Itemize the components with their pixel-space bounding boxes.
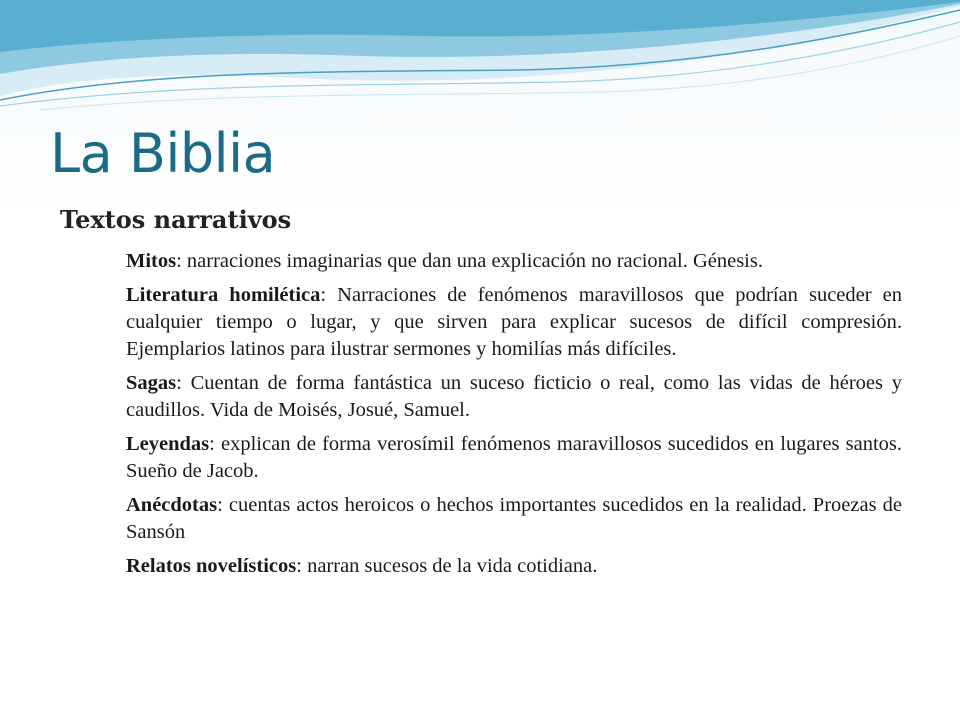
slide-subtitle: Textos narrativos: [60, 205, 292, 234]
item-description: : Cuentan de forma fantástica un suceso ficticio o real, como las vidas de héroes y caudillos. Vida de Moisés, Josué, Samuel.: [126, 372, 902, 421]
item-description: : narran sucesos de la vida cotidiana.: [296, 555, 598, 577]
narrative-types-list: [126, 248, 902, 587]
list-item-mitos: [126, 248, 902, 275]
slide-title: La Biblia: [50, 122, 276, 185]
item-term: Leyendas: [126, 433, 210, 455]
list-item-sagas: [126, 370, 902, 424]
header-wave-decoration: [0, 0, 960, 120]
item-term: Literatura homilética: [126, 284, 321, 306]
item-term: Relatos novelísticos: [126, 555, 297, 577]
item-description: : narraciones imaginarias que dan una explicación no racional. Génesis.: [176, 250, 763, 272]
item-description: : explican de forma verosímil fenómenos maravillosos sucedidos en lugares santos. Sueño de Jacob.: [126, 433, 902, 482]
item-description: : Narraciones de fenómenos maravillosos que podrían suceder en cualquier tiempo o lugar, y que sirven para explicar sucesos de difícil compresión. Ejemplarios latinos para ilustrar sermones y homilías más difíciles.: [126, 284, 902, 360]
list-item-leyendas: [126, 431, 902, 485]
list-item-anecdotas: [126, 492, 902, 546]
item-term: Sagas: [126, 372, 177, 394]
list-item-literatura-homiletica: [126, 282, 902, 363]
item-term: Anécdotas: [126, 494, 218, 516]
item-description: : cuentas actos heroicos o hechos importantes sucedidos en la realidad. Proezas de Sansón: [126, 494, 902, 543]
item-term: Mitos: [126, 250, 177, 272]
list-item-relatos-novelisticos: [126, 553, 902, 580]
